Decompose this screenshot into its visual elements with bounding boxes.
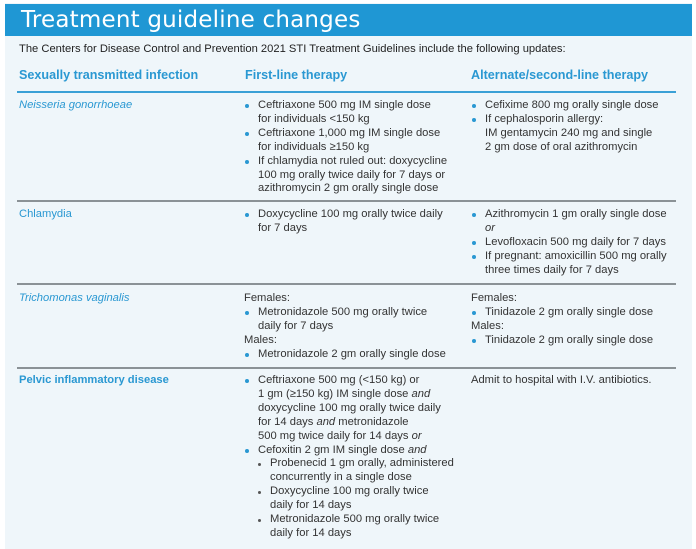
list-item: Metronidazole 500 mg orally twice daily for 7 days xyxy=(242,306,469,334)
list-item: Metronidazole 2 gm orally single dose xyxy=(242,348,469,362)
row-gonorrhoeae-alternate xyxy=(469,99,679,155)
sub-list-item: Doxycycline 100 mg orally twice daily for 14 days xyxy=(242,485,467,513)
females-label: Females: xyxy=(471,292,518,304)
males-label: Males: xyxy=(471,319,504,332)
or-connector: or xyxy=(485,221,495,234)
row-infection-trichomonas: Trichomonas vaginalis xyxy=(19,292,130,304)
list-item: Levofloxacin 500 mg daily for 7 days xyxy=(469,236,684,250)
column-header-alternate: Alternate/second-line therapy xyxy=(471,68,649,82)
list-item: Tinidazole 2 gm orally single dose xyxy=(469,334,681,348)
column-header-first-line: First-line therapy xyxy=(245,68,348,82)
list-item: Doxycycline 100 mg orally twice daily for 7 days xyxy=(242,208,467,236)
list-item: Cefoxitin 2 gm IM single dose and xyxy=(242,444,467,458)
page-title: Treatment guideline changes xyxy=(21,7,361,33)
row-infection-chlamydia: Chlamydia xyxy=(19,208,72,220)
row-infection-gonorrhoeae: Neisseria gonorrhoeae xyxy=(19,99,133,111)
row-gonorrhoeae-first-line xyxy=(242,99,467,196)
row-chlamydia-alternate xyxy=(469,208,684,278)
list-item: Ceftriaxone 500 mg (<150 kg) or 1 gm (≥150 kg) IM single dose and doxycycline 100 mg orally twice daily for 14 days and metronidazole 500 mg twice daily for 14 days or xyxy=(242,374,467,444)
males-label: Males: xyxy=(244,333,277,346)
list-item: Cefixime 800 mg orally single dose xyxy=(469,99,679,113)
header-divider xyxy=(17,91,676,93)
list-item: Ceftriaxone 1,000 mg IM single dose for individuals ≥150 kg xyxy=(242,127,467,155)
row-infection-pid: Pelvic inflammatory disease xyxy=(19,374,169,386)
title-bar xyxy=(5,4,692,36)
row-pid-first-line xyxy=(242,374,467,541)
sub-list-item: Metronidazole 500 mg orally twice daily for 14 days xyxy=(242,513,467,541)
row-chlamydia-first-line xyxy=(242,208,467,236)
list-item: Ceftriaxone 500 mg IM single dose for individuals <150 kg xyxy=(242,99,467,127)
row-divider xyxy=(17,200,676,202)
column-header-infection: Sexually transmitted infection xyxy=(19,68,199,82)
list-item: If pregnant: amoxicillin 500 mg orally three times daily for 7 days xyxy=(469,250,684,278)
list-item: If chlamydia not ruled out: doxycycline 100 mg orally twice daily for 7 days or azithromycin 2 gm orally single dose xyxy=(242,155,467,197)
row-trichomonas-first-line xyxy=(244,292,469,362)
row-trichomonas-alternate xyxy=(471,292,681,348)
row-pid-alternate: Admit to hospital with I.V. antibiotics. xyxy=(471,374,652,386)
sub-list-item: Probenecid 1 gm orally, administered concurrently in a single dose xyxy=(242,457,467,485)
list-item: Tinidazole 2 gm orally single dose xyxy=(469,306,681,320)
intro-text: The Centers for Disease Control and Prevention 2021 STI Treatment Guidelines include the following updates: xyxy=(19,43,566,55)
females-label: Females: xyxy=(244,292,291,304)
row-divider xyxy=(17,283,676,285)
list-item: If cephalosporin allergy: IM gentamycin 240 mg and single 2 gm dose of oral azithromycin xyxy=(469,113,679,155)
list-item: Azithromycin 1 gm orally single dose xyxy=(469,208,684,222)
row-divider xyxy=(17,367,676,369)
